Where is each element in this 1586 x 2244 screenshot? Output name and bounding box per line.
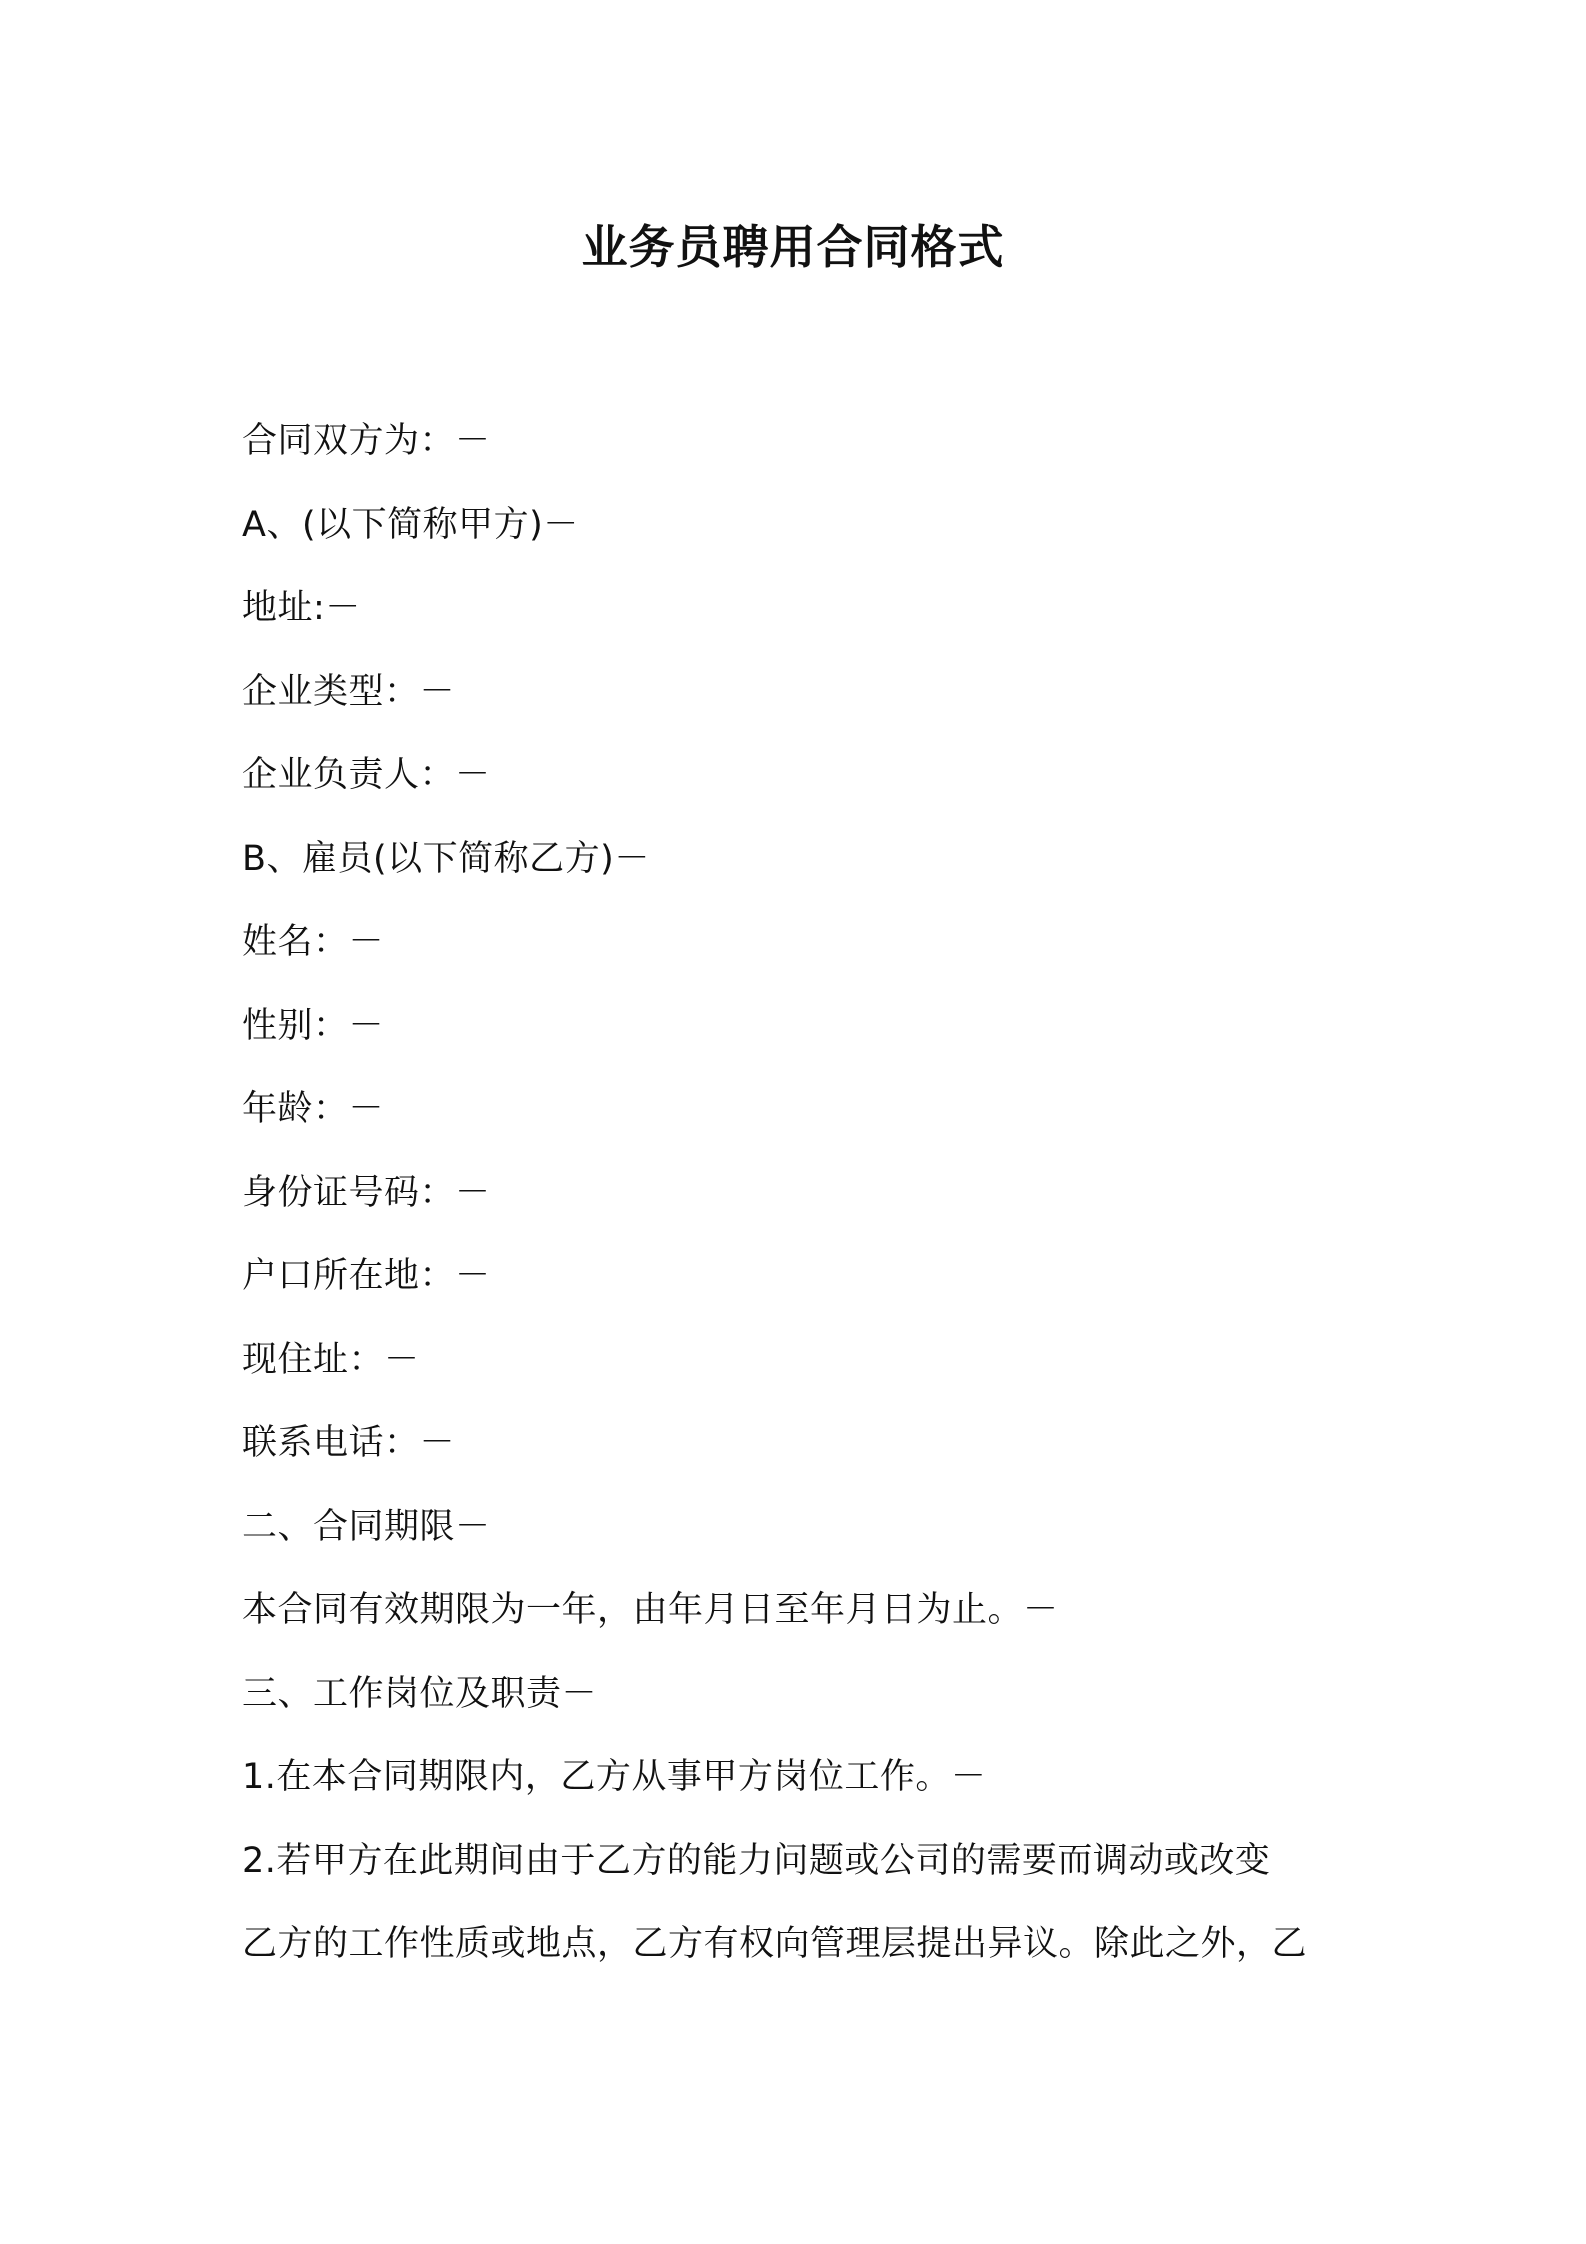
duties-item-1: 1.在本合同期限内，乙方从事甲方岗位工作。－	[242, 1757, 987, 1797]
document-title: 业务员聘用合同格式	[581, 220, 1005, 274]
party-a-line: A、(以下简称甲方)－	[242, 504, 579, 545]
section-position-duties-heading: 三、工作岗位及职责－	[242, 1673, 598, 1714]
party-b-line: B、雇员(以下简称乙方)－	[242, 838, 650, 879]
gender-line: 性别：－	[242, 1005, 385, 1046]
contract-term-paragraph: 本合同有效期限为一年，由年月日至年月日为止。－	[242, 1590, 1059, 1630]
document-body	[242, 400, 1362, 1987]
id-number-line: 身份证号码：－	[242, 1172, 491, 1213]
contract-parties-line: 合同双方为：－	[242, 421, 491, 461]
household-registration-line: 户口所在地：－	[242, 1256, 491, 1296]
company-head-line: 企业负责人：－	[242, 755, 491, 795]
age-line: 年龄：－	[242, 1089, 385, 1129]
section-contract-term-heading: 二、合同期限－	[242, 1506, 491, 1547]
address-line: 地址:－	[242, 588, 361, 628]
duties-item-2-continued: 乙方的工作性质或地点，乙方有权向管理层提出异议。除此之外，乙	[242, 1924, 1308, 1964]
name-line: 姓名：－	[242, 922, 385, 962]
phone-line: 联系电话：－	[242, 1423, 456, 1463]
duties-item-2: 2.若甲方在此期间由于乙方的能力问题或公司的需要而调动或改变	[242, 1840, 1271, 1881]
company-type-line: 企业类型：－	[242, 671, 456, 712]
current-address-line: 现住址：－	[242, 1339, 420, 1380]
